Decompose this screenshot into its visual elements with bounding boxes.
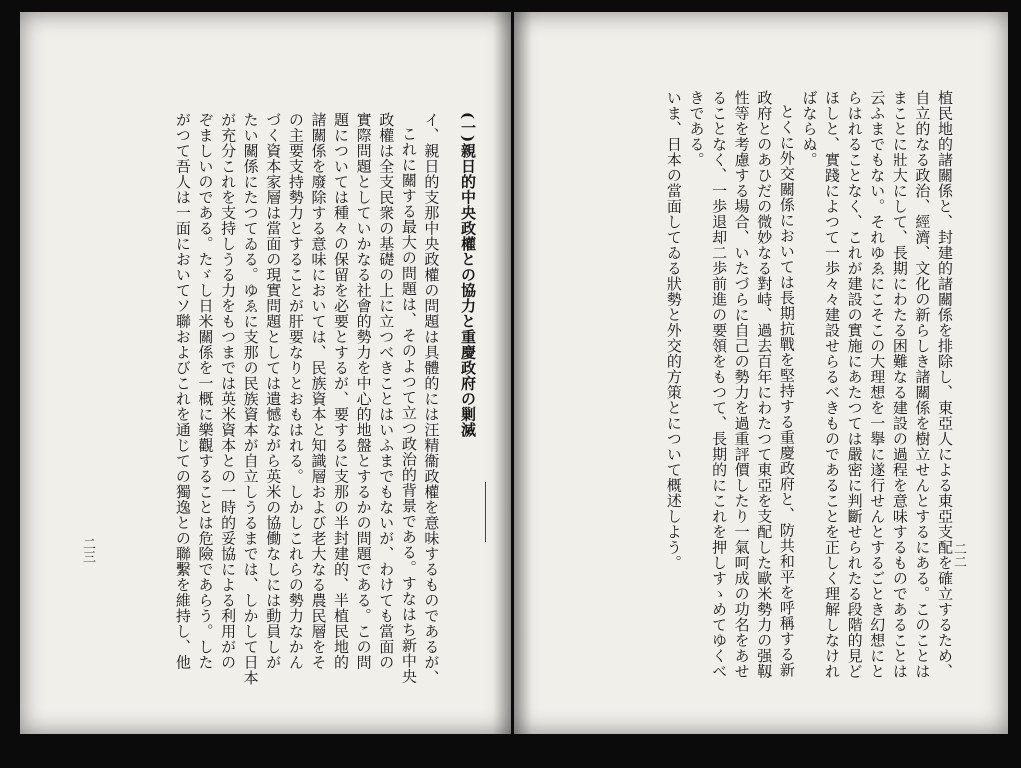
text-column: 自立的なる政治、經濟、文化の新らしき諸關係を樹立せんとするにある。このことは (913, 90, 932, 679)
text-column: イ、親日的支那中央政權の問題は具體的には汪精衞政權を意味するものであるが、 (422, 112, 441, 686)
right-page (514, 12, 1008, 734)
text-column: ほしと、實踐によつて一歩々々建設せらるべきものであることを正しく理解しなけれ (823, 90, 842, 679)
gutter-shadow (514, 12, 532, 734)
text-column: が充分これを支持しうる力をもつまでは英米資本との一時的妥協による利用がの (219, 112, 238, 670)
text-column: 云ふまでもない。それゆゑにこそこの大理想を一擧に遂行せんとするごとき幻想にと (868, 90, 887, 679)
page-number: 二二 (951, 542, 966, 568)
text-column: の主要支持勢力とすることが肝要なりとおもはれる。しかしこれらの勢力なかん (286, 112, 305, 670)
text-column: たい關係にたつてゐる。ゆゑに支那の民族資本が自立しうるまでは、しかして日本 (241, 112, 260, 686)
section-heading: (一)親日的中央政權との協力と重慶政府の剿滅 (459, 112, 477, 438)
text-column: 實際問題としていかなる社會的勢力を中心的地盤とするかの問題である。この問 (354, 112, 373, 670)
text-column: いま、日本の當面してゐる狀勢と外交的方策とについて概述しよう。 (664, 90, 683, 571)
text-column: らはれることなく、これが建設の實施にあたつては嚴密に判斷せられたる段階的見ど (845, 90, 864, 679)
text-column: 性等を考慮する場合、いたづらに自己の勢力を過重評價したり一氣呵成の功名をあせ (732, 90, 751, 679)
text-column: ばならぬ。 (800, 90, 819, 168)
text-column: がつて吾人は一面においてソ聯およびこれを通じての獨逸との聯繫を維持し、他 (173, 112, 192, 670)
text-column: きである。 (687, 90, 706, 168)
page-number: 二三 (80, 537, 95, 563)
text-column: 諸關係を廢除する意味においては、民族資本と知識層および老大なる農民層をそ (309, 112, 328, 670)
text-column: 政權は全支民衆の基礎の上に立つべきことはいふまでもないが、わけても當面の (377, 112, 396, 670)
text-column: づく資本家層は當面の現實問題としては遺憾ながら英米の協働なしには動員しが (264, 112, 283, 670)
right-page-text (546, 90, 956, 688)
text-column: とくに外交關係においては長期抗戰を堅持する重慶政府と、防共和平を呼稱する新 (777, 104, 796, 678)
text-column: ぞましいのである。たゞし日米關係を一概に樂觀することは危險であらう。した (196, 112, 215, 670)
text-column: 植民地的諸關係と、封建的諸關係を排除し、東亞人による東亞支配を確立するため、 (936, 90, 954, 679)
text-column: 政府とのあひだの微妙なる對峙、過去百年にわたつて東亞を支配した歐米勢力の强靱 (755, 90, 774, 679)
left-page (20, 12, 511, 734)
margin-mark (485, 482, 486, 542)
text-column: これに關する最大の問題は、そのよつて立つ政治的背景である。すなはち新中央 (399, 126, 418, 684)
text-column: ることなく、一歩退却二歩前進の要領をもつて、長期的にこれを押しすゝめてゆくべ (710, 90, 729, 679)
left-page-text (91, 112, 479, 687)
text-column: 題については種々の保留を必要とするが、要するに支那の半封建的、半植民地的 (332, 112, 351, 670)
text-column: まことに壯大にして、長期にわたる困難なる建設の過程を意味するものであることは (890, 90, 909, 679)
gutter-shadow (493, 12, 511, 734)
